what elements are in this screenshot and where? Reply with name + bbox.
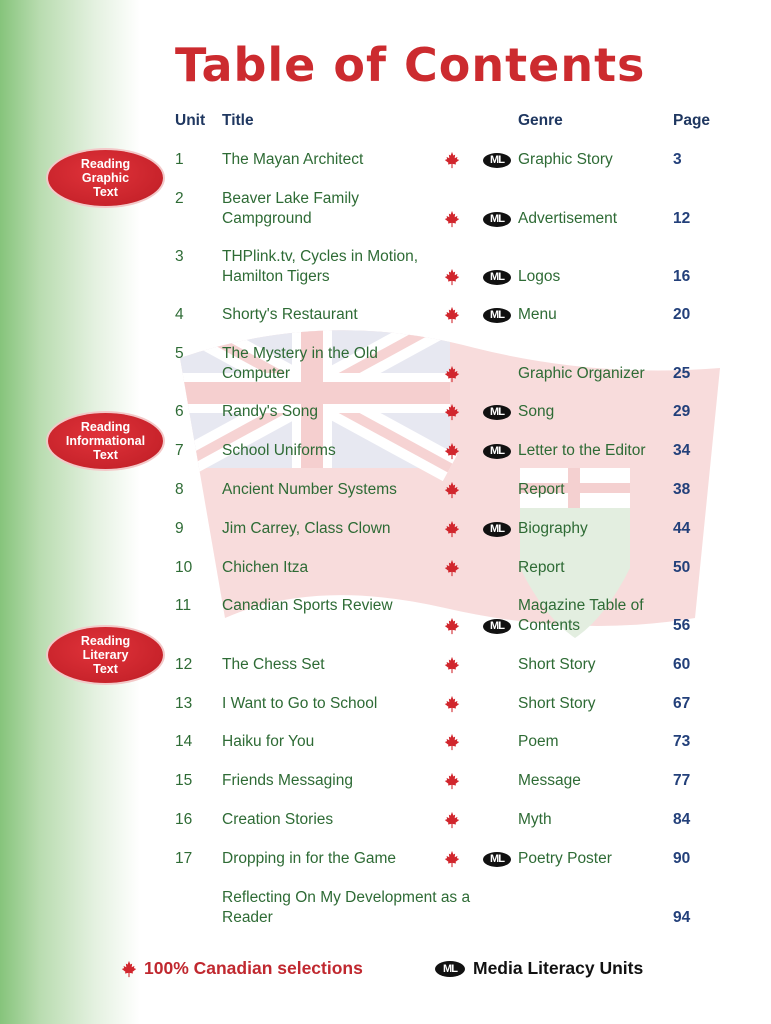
unit-title: [222, 888, 492, 928]
page-number: 38: [673, 481, 691, 498]
unit-number: 7: [175, 442, 184, 459]
maple-leaf-icon: [443, 733, 461, 751]
unit-title-line: Shorty's Restaurant: [222, 306, 358, 323]
section-label: Text: [93, 448, 118, 462]
genre-line: Contents: [518, 617, 581, 634]
genre-line: Menu: [518, 306, 557, 323]
section-label: Reading: [80, 157, 131, 171]
genre-line: Report: [518, 481, 565, 498]
page-number: 60: [673, 656, 691, 673]
ml-badge-icon: ML: [483, 405, 511, 420]
page-number: 73: [673, 733, 691, 750]
genre: [518, 402, 668, 422]
genre: [518, 596, 668, 636]
genre: [518, 150, 668, 170]
page-number: 25: [673, 365, 691, 382]
page-number: 12: [673, 210, 691, 227]
unit-number: 11: [175, 597, 192, 614]
genre: [518, 209, 668, 229]
genre: [518, 480, 668, 500]
page-number: 56: [673, 617, 691, 634]
maple-leaf-icon: [443, 559, 461, 577]
unit-title-line: The Mayan Architect: [222, 151, 364, 168]
unit-title-line: Campground: [222, 210, 312, 227]
genre-line: Logos: [518, 268, 561, 285]
header-title: Title: [222, 112, 254, 129]
maple-leaf-icon: [443, 442, 461, 460]
section-reading-literary-text: [48, 627, 163, 683]
section-label: Text: [93, 185, 118, 199]
ml-badge-icon: ML: [483, 444, 511, 459]
genre: [518, 771, 668, 791]
page-number: 29: [673, 403, 691, 420]
genre: [518, 810, 668, 830]
unit-title-line: Reader: [222, 909, 273, 926]
maple-leaf-icon: [443, 306, 461, 324]
genre-line: Song: [518, 403, 555, 420]
maple-leaf-icon: [443, 850, 461, 868]
unit-number: 6: [175, 403, 184, 420]
maple-leaf-icon: [443, 481, 461, 499]
legend-media-literacy: [435, 958, 643, 979]
maple-leaf-icon: [443, 520, 461, 538]
unit-title-line: Reflecting On My Development as a: [222, 889, 471, 906]
ml-badge-icon: ML: [483, 852, 511, 867]
header-genre: Genre: [518, 112, 563, 129]
unit-title-line: Hamilton Tigers: [222, 268, 330, 285]
genre: [518, 655, 668, 675]
maple-leaf-icon: [120, 960, 138, 978]
genre-line: Graphic Organizer: [518, 365, 645, 382]
genre-line: Report: [518, 559, 565, 576]
unit-title-line: I Want to Go to School: [222, 695, 378, 712]
section-label: Text: [93, 662, 118, 676]
genre-line: Short Story: [518, 695, 596, 712]
genre-line: Letter to the Editor: [518, 442, 646, 459]
legend-media-literacy-label: Media Literacy Units: [473, 958, 644, 978]
maple-leaf-icon: [443, 268, 461, 286]
ml-badge-icon: ML: [483, 212, 511, 227]
genre-line: Poem: [518, 733, 559, 750]
unit-title-line: Ancient Number Systems: [222, 481, 397, 498]
page-number: 94: [673, 909, 691, 926]
unit-number: 4: [175, 306, 184, 323]
unit-title-line: Haiku for You: [222, 733, 315, 750]
unit-number: 15: [175, 772, 193, 789]
genre: [518, 441, 668, 461]
unit-title-line: Friends Messaging: [222, 772, 353, 789]
ml-badge-icon: ML: [435, 961, 465, 977]
maple-leaf-icon: [443, 365, 461, 383]
unit-number: 17: [175, 850, 193, 867]
page-number: 3: [673, 151, 682, 168]
page-number: 50: [673, 559, 691, 576]
unit-title: [222, 596, 492, 616]
page-number: 20: [673, 306, 691, 323]
genre-line: Graphic Story: [518, 151, 613, 168]
genre: [518, 558, 668, 578]
unit-number: 3: [175, 248, 184, 265]
maple-leaf-icon: [443, 772, 461, 790]
section-label: Literary: [82, 648, 129, 662]
section-label: Graphic: [81, 171, 130, 185]
maple-leaf-icon: [443, 210, 461, 228]
genre-line: Advertisement: [518, 210, 618, 227]
genre-line: Magazine Table of: [518, 597, 644, 614]
unit-title-line: The Chess Set: [222, 656, 325, 673]
unit-title-line: Chichen Itza: [222, 559, 309, 576]
section-reading-graphic-text: [48, 150, 163, 206]
maple-leaf-icon: [443, 695, 461, 713]
page-number: 16: [673, 268, 691, 285]
legend-canadian-label: 100% Canadian selections: [144, 958, 363, 978]
unit-title-line: Jim Carrey, Class Clown: [222, 520, 391, 537]
ml-badge-icon: ML: [483, 619, 511, 634]
section-label: Reading: [80, 634, 131, 648]
unit-number: 13: [175, 695, 193, 712]
page-number: 90: [673, 850, 691, 867]
maple-leaf-icon: [443, 151, 461, 169]
page-number: 34: [673, 442, 691, 459]
unit-title-line: Creation Stories: [222, 811, 334, 828]
unit-title-line: Computer: [222, 365, 291, 382]
genre: [518, 849, 668, 869]
genre-line: Myth: [518, 811, 552, 828]
genre: [518, 732, 668, 752]
maple-leaf-icon: [443, 403, 461, 421]
unit-number: 8: [175, 481, 184, 498]
section-label: Reading: [80, 420, 131, 434]
maple-leaf-icon: [443, 656, 461, 674]
unit-number: 5: [175, 345, 184, 362]
unit-title-line: Dropping in for the Game: [222, 850, 397, 867]
unit-number: 16: [175, 811, 193, 828]
section-reading-informational-text: [48, 413, 163, 469]
genre-line: Short Story: [518, 656, 596, 673]
page-title: Table of Contents: [175, 38, 646, 92]
maple-leaf-icon: [443, 811, 461, 829]
header-page: Page: [673, 112, 711, 129]
unit-title-line: Randy's Song: [222, 403, 319, 420]
section-label: Informational: [65, 434, 146, 448]
ml-badge-icon: ML: [483, 522, 511, 537]
unit-number: 9: [175, 520, 184, 537]
page-number: 44: [673, 520, 691, 537]
header-unit: Unit: [175, 112, 206, 129]
unit-number: 12: [175, 656, 193, 673]
ml-badge-icon: ML: [483, 308, 511, 323]
unit-title-line: Canadian Sports Review: [222, 597, 393, 614]
maple-leaf-icon: [443, 617, 461, 635]
unit-title-line: Beaver Lake Family: [222, 190, 359, 207]
page-number: 77: [673, 772, 691, 789]
unit-title-line: School Uniforms: [222, 442, 336, 459]
page-number: 67: [673, 695, 691, 712]
unit-number: 10: [175, 559, 193, 576]
genre-line: Poetry Poster: [518, 850, 612, 867]
unit-number: 14: [175, 733, 193, 750]
page-number: 84: [673, 811, 691, 828]
unit-title-line: THPlink.tv, Cycles in Motion,: [222, 248, 419, 265]
unit-number: 2: [175, 190, 184, 207]
genre: [518, 267, 668, 287]
genre: [518, 364, 668, 384]
unit-title-line: The Mystery in the Old: [222, 345, 378, 362]
genre-line: Biography: [518, 520, 588, 537]
ml-badge-icon: ML: [483, 270, 511, 285]
genre: [518, 694, 668, 714]
unit-number: 1: [175, 151, 184, 168]
ml-badge-icon: ML: [483, 153, 511, 168]
genre-line: Message: [518, 772, 581, 789]
genre: [518, 305, 668, 325]
genre: [518, 519, 668, 539]
legend-canadian: [120, 958, 363, 979]
